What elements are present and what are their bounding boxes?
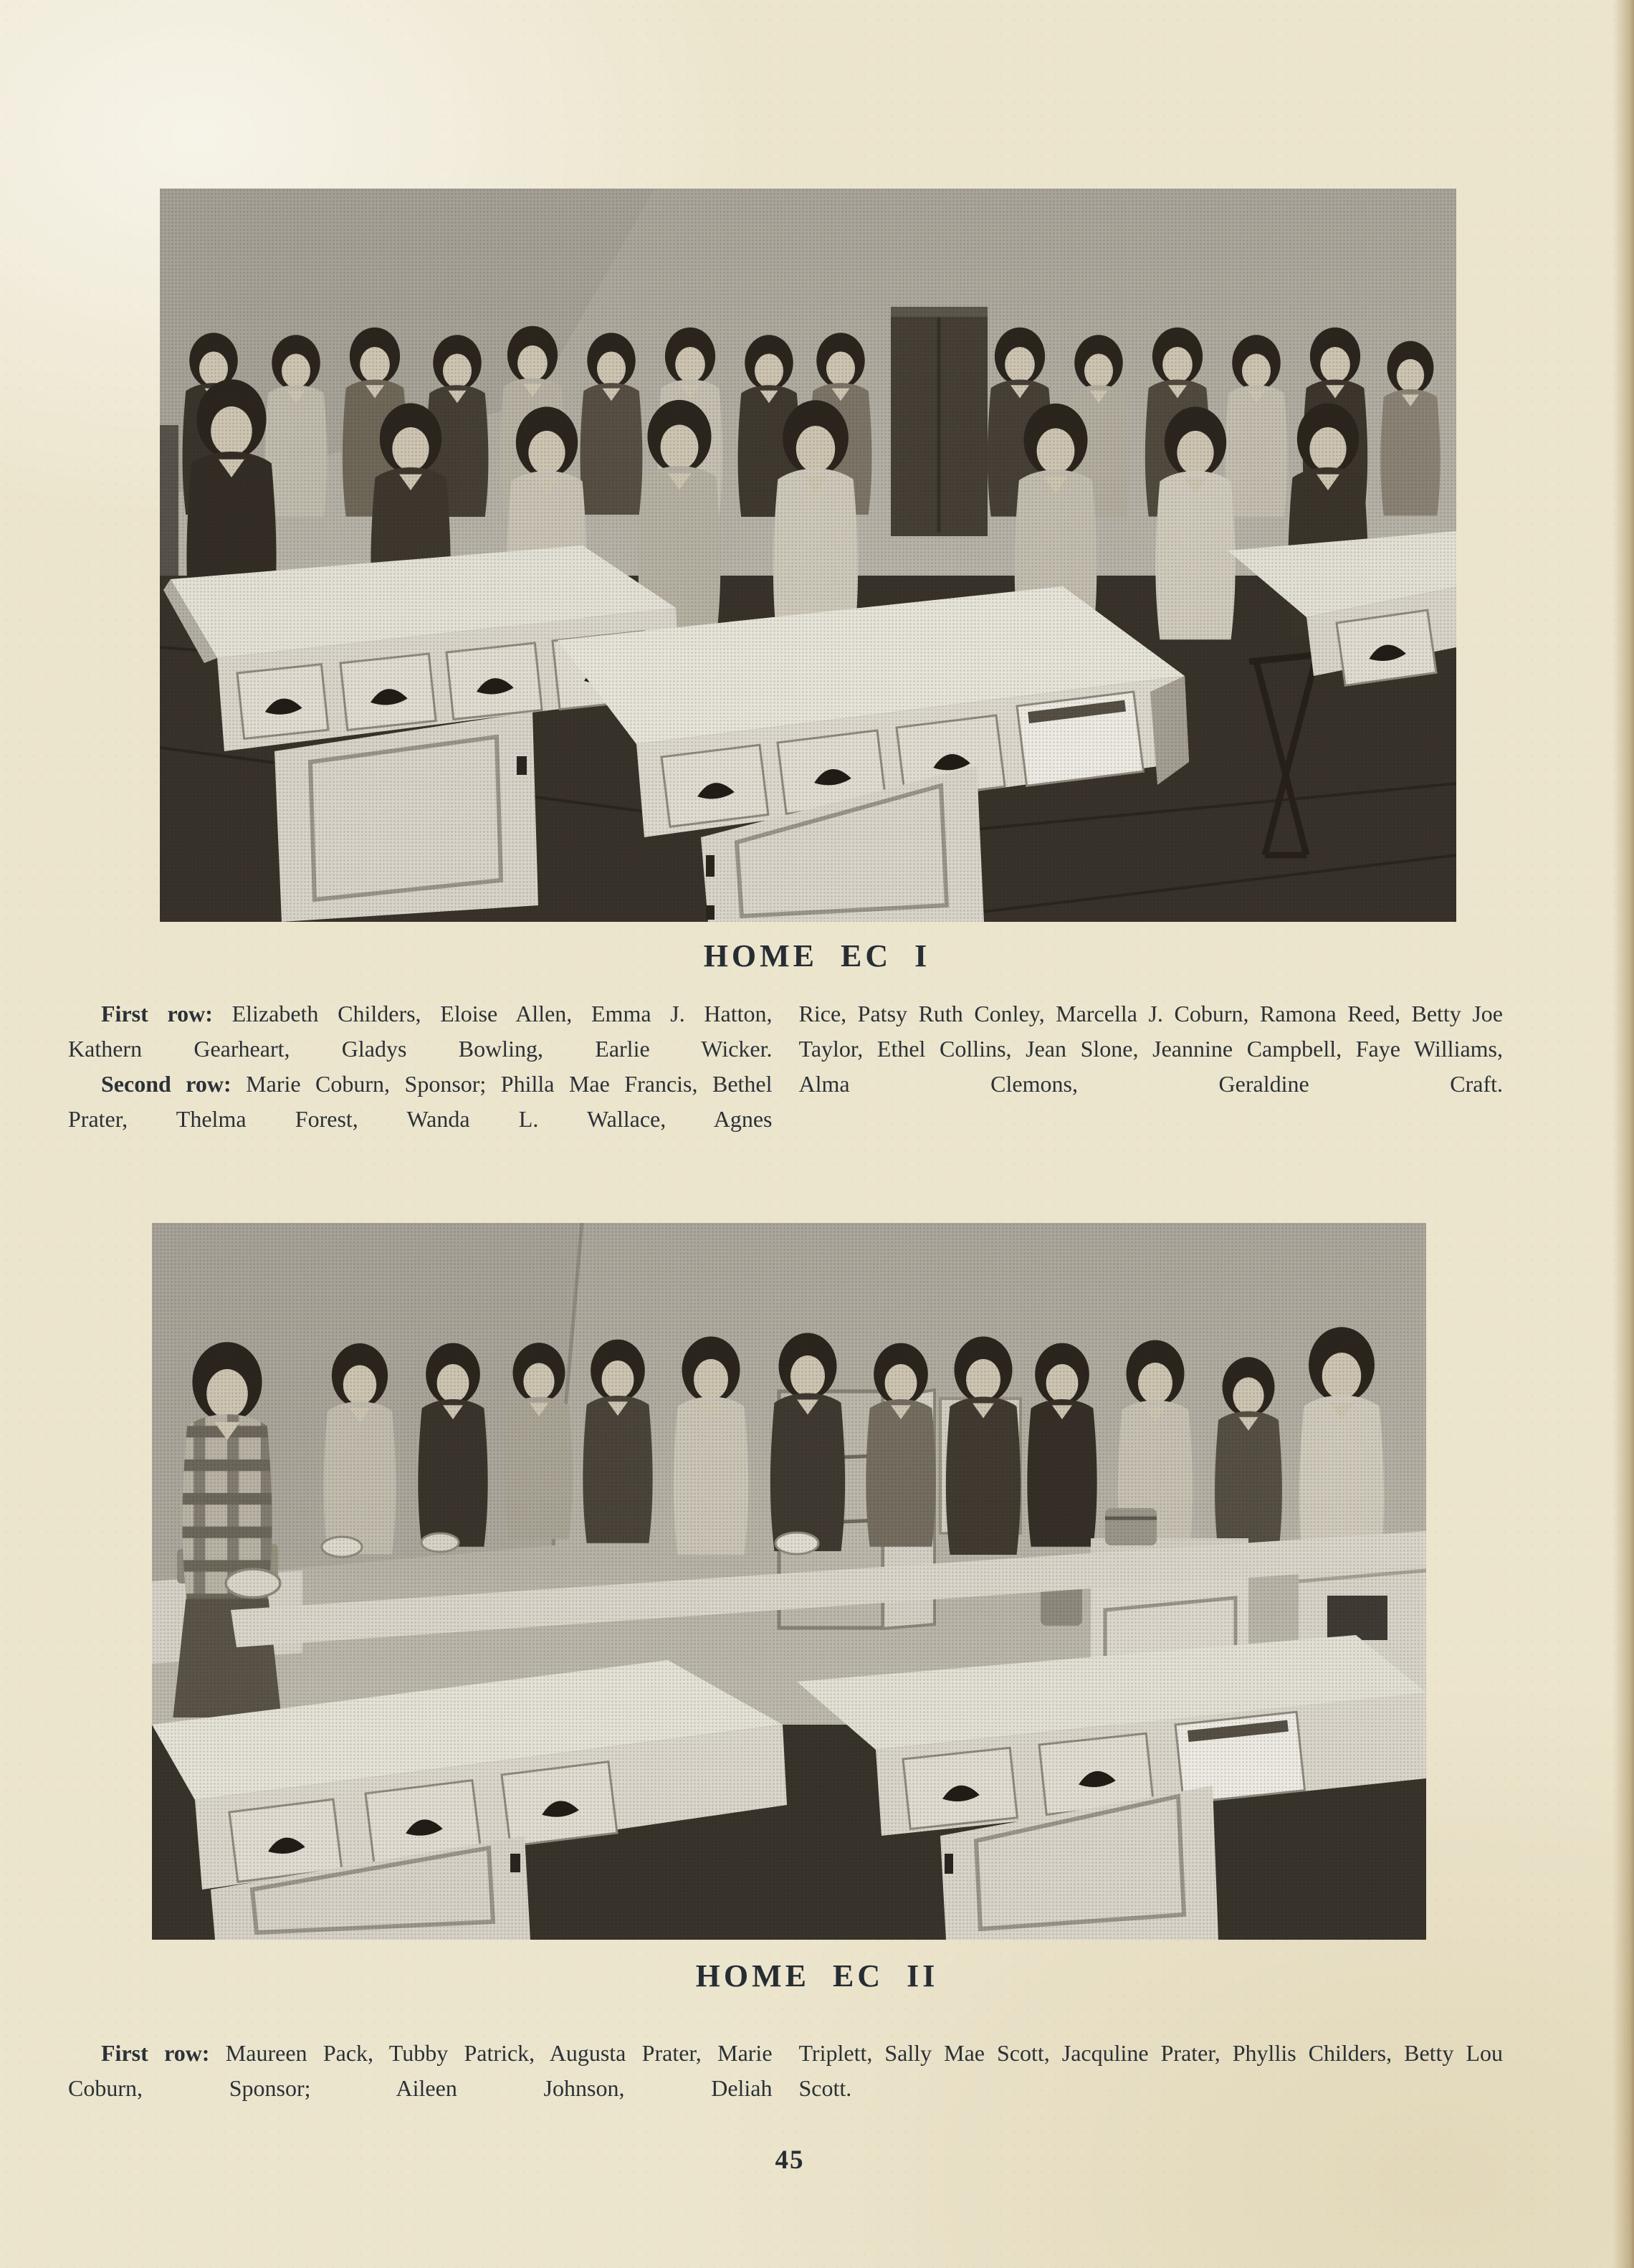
caption-paragraph <box>68 996 773 1067</box>
home-ec-2-caption-right-column <box>799 2036 1504 2106</box>
caption-lead-second-row: Second row: <box>101 1071 231 1097</box>
home-ec-2-photo <box>152 1223 1426 1940</box>
section-title-home-ec-2: HOME EC II <box>695 1958 939 1993</box>
home-ec-2-caption-left-column <box>68 2036 773 2106</box>
section-title-home-ec-1: HOME EC I <box>703 938 931 973</box>
home-ec-2-photo-illustration <box>152 1223 1426 1940</box>
caption-names: Elizabeth Childers, Eloise Allen, Emma J. Hatton, Kathern Gearheart, Gladys Bowling, Earlie Wicker. <box>68 1001 773 1062</box>
mixing-bowl <box>421 1533 459 1552</box>
caption-names-continued: Triplett, Sally Mae Scott, Jacquline Prater, Phyllis Childers, Betty Lou Scott. <box>798 2040 1503 2101</box>
home-ec-1-caption <box>68 996 1503 1137</box>
home-ec-2-caption <box>68 2036 1503 2106</box>
home-ec-1-caption-left-column <box>68 996 773 1137</box>
home-ec-1-caption-right-column <box>799 996 1504 1137</box>
caption-lead-first-row: First row: <box>101 2040 210 2066</box>
caption-lead-first-row: First row: <box>101 1001 213 1026</box>
page-edge-shadow <box>1612 0 1634 2268</box>
home-ec-1-photo-illustration <box>160 189 1456 922</box>
caption-names: Maureen Pack, Tubby Patrick, Augusta Prater, Marie Coburn, Sponsor; Aileen Johnson, Deliah <box>68 2040 773 2101</box>
caption-names: Marie Coburn, Sponsor; Philla Mae Francis, Bethel Prater, Thelma Forest, Wanda L. Wallace, Agnes <box>68 1071 773 1132</box>
photo1-tall-cabinet <box>891 307 988 536</box>
caption-paragraph <box>68 2036 773 2106</box>
mixing-bowl <box>322 1537 362 1557</box>
mixing-bowl <box>775 1533 818 1554</box>
caption-names-continued: Rice, Patsy Ruth Conley, Marcella J. Coburn, Ramona Reed, Betty Joe Taylor, Ethel Collins, Jean Slone, Jeannine Campbell, Faye Williams, Alma Clemons, Geraldine Craft. <box>798 1001 1503 1097</box>
page-number: 45 <box>775 2145 805 2175</box>
home-ec-1-photo <box>160 189 1456 922</box>
caption-paragraph <box>68 1067 773 1137</box>
